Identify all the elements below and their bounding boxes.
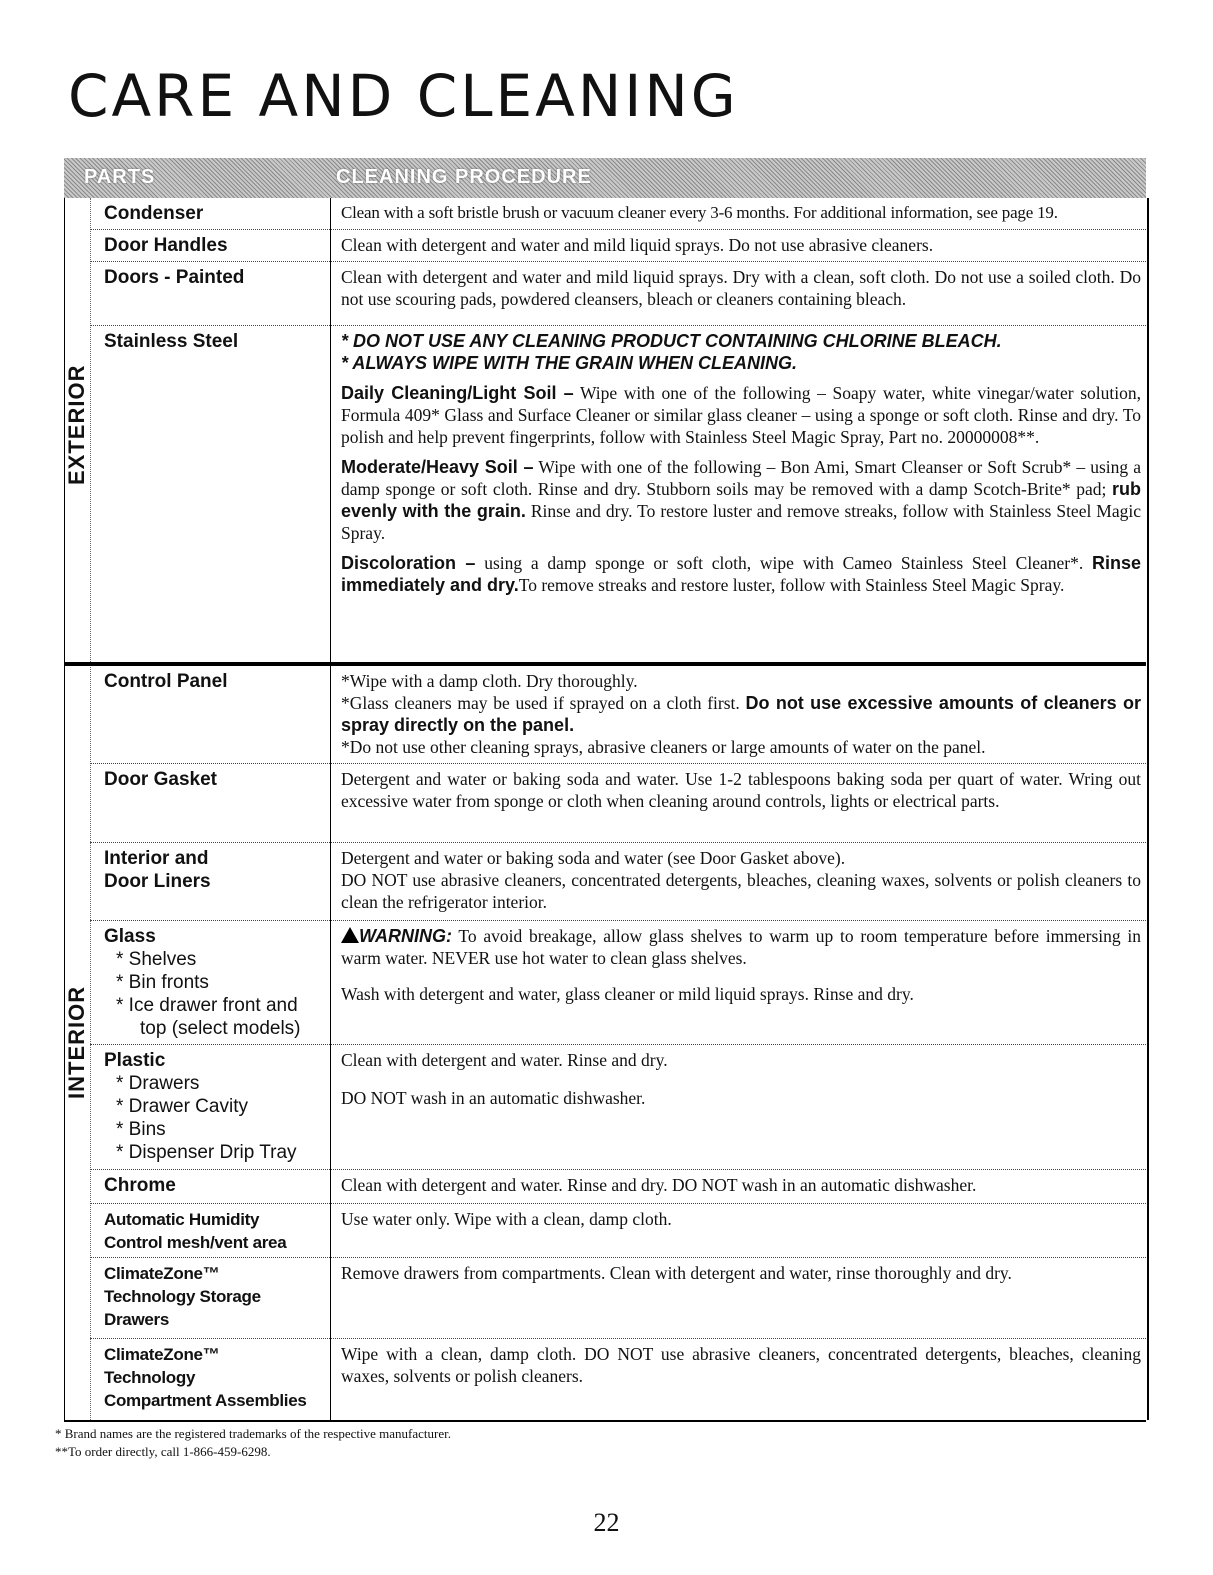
part-label — [104, 1208, 324, 1254]
discoloration — [341, 552, 1141, 596]
discoloration-heading: Discoloration – — [341, 553, 476, 573]
row-doors-painted — [90, 262, 1146, 326]
part-label: Control Panel — [104, 671, 228, 692]
bullet-line: *Do not use other cleaning sprays, abrasive cleaners or large amounts of water on the panel. — [341, 737, 986, 757]
procedure-line: DO NOT use abrasive cleaners, concentrated detergents, bleaches, cleaning waxes, solvents or polish cleaners to clean the refrigerator interior. — [341, 870, 1141, 912]
part-label — [104, 847, 324, 893]
part-label: Doors - Painted — [104, 267, 245, 288]
procedure-text — [341, 847, 1141, 913]
row-glass — [90, 921, 1146, 1045]
procedure-line: Clean with detergent and water. Rinse and dry. — [341, 1050, 668, 1070]
footnote-order: **To order directly, call 1-866-459-6298. — [55, 1444, 271, 1459]
daily-cleaning — [341, 382, 1141, 448]
section-label-exterior: EXTERIOR — [64, 364, 89, 486]
procedure-line: Wash with detergent and water, glass cleaner or mild liquid sprays. Rinse and dry. — [341, 984, 914, 1004]
daily-text: Wipe with one of the following – Soapy water, white vinegar/water solution, Formula 409* Glass and Surface Cleaner or similar glass cleaner – using a sponge or soft cloth. Rinse and dry. To polish and help prevent fingerprints, follow with Stainless Steel Magic Spray, Part no. 20000008**. — [341, 383, 1141, 447]
part-label-line: Drawers — [104, 1310, 169, 1329]
section-label-interior: INTERIOR — [64, 985, 89, 1100]
discoloration-bold: Rinse immediately and dry. — [341, 553, 1142, 595]
procedure-text: Wipe with a clean, damp cloth. DO NOT use abrasive cleaners, concentrated detergents, bleaches, cleaning waxes, solvents or polish cleaners. — [341, 1344, 1141, 1386]
row-stainless-steel — [90, 326, 1146, 662]
part-label: Door Handles — [104, 235, 228, 256]
procedure-text — [341, 1049, 1141, 1109]
part-label — [104, 1343, 324, 1412]
warning-line: * ALWAYS WIPE WITH THE GRAIN WHEN CLEANING. — [341, 353, 797, 373]
part-label-line: Technology Storage — [104, 1287, 261, 1306]
sub-item: * Ice drawer front and — [116, 995, 298, 1016]
part-label: Condenser — [104, 203, 204, 224]
bullet-line — [341, 692, 1141, 736]
page-title: CARE AND CLEANING — [68, 62, 739, 130]
part-label-line: Compartment Assemblies — [104, 1391, 307, 1410]
row-interior-liners — [90, 843, 1146, 921]
sub-item: * Bin fronts — [116, 972, 209, 993]
table-header — [64, 158, 1146, 198]
procedure-text — [341, 330, 1141, 604]
sub-item: top (select models) — [140, 1018, 301, 1039]
procedure-text: Clean with detergent and water. Rinse and dry. DO NOT wash in an automatic dishwasher. — [341, 1175, 977, 1195]
bullet-bold: Do not use excessive amounts of cleaners or spray directly on the panel. — [341, 693, 1141, 735]
row-humidity-control — [90, 1204, 1146, 1258]
procedure-text: Clean with a soft bristle brush or vacuum cleaner every 3-6 months. For additional information, see page 19. — [341, 203, 1058, 222]
procedure-text: Clean with detergent and water and mild liquid sprays. Do not use abrasive cleaners. — [341, 235, 934, 255]
header-parts: PARTS — [84, 166, 156, 188]
moderate-soil — [341, 456, 1141, 544]
row-control-panel — [90, 666, 1146, 764]
discoloration-text: using a damp sponge or soft cloth, wipe with Cameo Stainless Steel Cleaner*. — [484, 553, 1084, 573]
moderate-bold: rub evenly with the grain. — [341, 479, 1141, 521]
procedure-line: Detergent and water or baking soda and water (see Door Gasket above). — [341, 848, 846, 868]
row-door-handles — [90, 230, 1146, 262]
page-number: 22 — [593, 1508, 620, 1537]
moderate-text: Wipe with one of the following – Bon Ami, Smart Cleanser or Soft Scrub* – using a damp sponge or soft cloth. Rinse and dry. Stubborn soils may be removed with a damp Scotch-Brite* pad; — [341, 457, 1142, 499]
daily-heading: Daily Cleaning/Light Soil – — [341, 383, 574, 403]
procedure-text: Detergent and water or baking soda and water. Use 1-2 tablespoons baking soda per quart of water. Wring out excessive water from sponge or cloth when cleaning around controls, lights or electrical parts. — [341, 769, 1141, 811]
sub-item: * Drawer Cavity — [116, 1096, 248, 1117]
sub-item: * Dispenser Drip Tray — [116, 1142, 297, 1163]
part-label-line: Automatic Humidity — [104, 1210, 260, 1229]
header-procedure: CLEANING PROCEDURE — [336, 166, 592, 188]
part-label-line: Control mesh/vent area — [104, 1233, 287, 1252]
table-bottom-border — [64, 1420, 1146, 1422]
procedure-line: DO NOT wash in an automatic dishwasher. — [341, 1088, 646, 1108]
row-door-gasket — [90, 764, 1146, 843]
row-plastic — [90, 1045, 1146, 1170]
part-label — [104, 1049, 324, 1164]
procedure-text: Remove drawers from compartments. Clean with detergent and water, rinse thoroughly and dry. — [341, 1263, 1012, 1283]
part-label-line: ClimateZone™ — [104, 1264, 220, 1283]
sub-item: * Drawers — [116, 1073, 200, 1094]
sub-item: * Bins — [116, 1119, 166, 1140]
procedure-text: Clean with detergent and water and mild liquid sprays. Dry with a clean, soft cloth. Do not use a soiled cloth. Do not use scouring pads, powdered cleansers, bleach or cleaners containing bleach. — [341, 267, 1141, 309]
bullet-line: *Wipe with a damp cloth. Dry thoroughly. — [341, 671, 638, 691]
moderate-heading: Moderate/Heavy Soil – — [341, 457, 534, 477]
warning-icon — [341, 927, 359, 943]
warning-text: To avoid breakage, allow glass shelves to warm up to room temperature before immersing in warm water. NEVER use hot water to clean glass shelves. — [341, 926, 1141, 968]
part-label: Stainless Steel — [104, 331, 239, 352]
row-climatezone-drawers — [90, 1258, 1146, 1339]
part-label-line: Door Liners — [104, 871, 211, 892]
part-label-line: Glass — [104, 926, 156, 947]
row-chrome — [90, 1170, 1146, 1204]
part-label-line: Technology — [104, 1368, 196, 1387]
procedure-text: Use water only. Wipe with a clean, damp cloth. — [341, 1209, 672, 1229]
discoloration-text-2: To remove streaks and restore luster, follow with Stainless Steel Magic Spray. — [518, 575, 1065, 595]
bullet-text: *Glass cleaners may be used if sprayed on a cloth first. — [341, 693, 740, 713]
procedure-text — [341, 670, 1141, 758]
procedure-text — [341, 925, 1141, 1005]
moderate-text-2: Rinse and dry. To restore luster and remove streaks, follow with Stainless Steel Magic Spray. — [341, 501, 1142, 543]
row-climatezone-compartments — [90, 1339, 1146, 1420]
part-label-line: Plastic — [104, 1050, 166, 1071]
footnote-trademarks: * Brand names are the registered trademarks of the respective manufacturer. — [55, 1426, 451, 1441]
warning-heading: WARNING: — [359, 926, 452, 946]
sub-item: * Shelves — [116, 949, 197, 970]
part-label-line: Interior and — [104, 848, 209, 869]
part-label — [104, 925, 324, 1040]
row-condenser — [90, 198, 1146, 230]
part-label — [104, 1262, 324, 1331]
warning-line: * DO NOT USE ANY CLEANING PRODUCT CONTAINING CHLORINE BLEACH. — [341, 331, 1002, 351]
part-label: Chrome — [104, 1175, 176, 1196]
part-label-line: ClimateZone™ — [104, 1345, 220, 1364]
part-label: Door Gasket — [104, 769, 217, 790]
